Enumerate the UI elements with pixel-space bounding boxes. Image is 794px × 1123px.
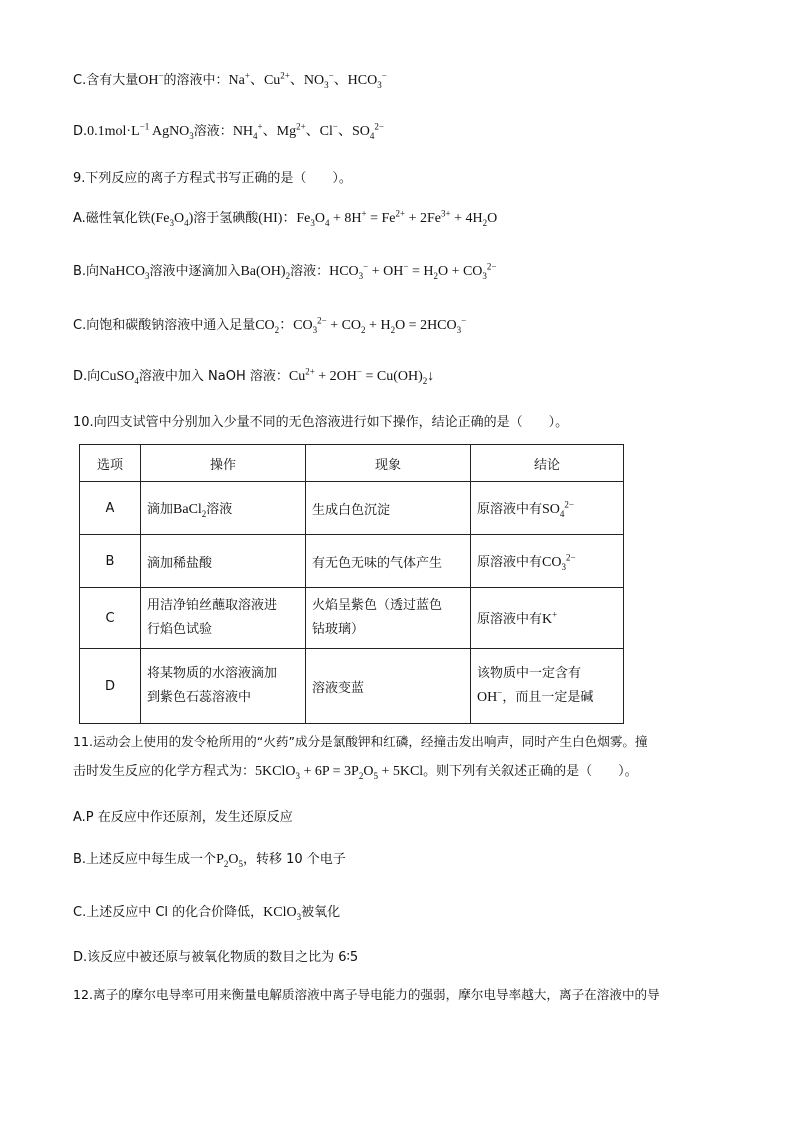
row-operation: 滴加稀盐酸 [141,535,306,588]
header-phenomenon: 现象 [306,445,471,482]
q9-option-d: D.向CuSO$_4$溶液中加入 NaOH 溶液：$Cu^{2+} + 2OH^-$ = $Cu(OH)_2↓$ [73,366,435,386]
row-option: B [80,535,141,588]
q9-option-c: C.向饱和碳酸钠溶液中通入足量$CO_2$：$CO_3^{2-} + CO_2 + H_2O = 2HCO_3^-$ [73,315,467,335]
row-operation: 滴加BaCl$_2$溶液 [141,482,306,535]
table-row [80,588,624,649]
row-conclusion: 原溶液中有K+ [471,588,624,649]
q11-option-a: A.P 在反应中作还原剂，发生还原反应 [73,810,293,825]
table-row [80,535,624,588]
q9-option-a: A.磁性氧化铁$(Fe_3O_4)$溶于氢碘酸(HI)：$Fe_3O_4 + 8H^+ = Fe^{2+} + 2Fe^{3+} + 4H_2O$ [73,208,498,228]
q9-stem: 9.下列反应的离子方程式书写正确的是（ ）。 [73,171,352,186]
q11-stem-line1: 11.运动会上使用的发令枪所用的“火药”成分是氯酸钾和红磷，经撞击发出响声，同时产生白色烟雾。撞 [73,734,648,749]
row-option: C [80,588,141,649]
q11-option-d: D.该反应中被还原与被氧化物质的数目之比为 6∶5 [73,950,359,965]
table-row [80,649,624,724]
row-operation: 用洁净铂丝蘸取溶液进 行焰色试验 [141,588,306,649]
row-conclusion: 原溶液中有$SO_4^{2-}$ [471,482,624,535]
header-operation: 操作 [141,445,306,482]
q11-stem-line2: 击时发生反应的化学方程式为：5KClO$_3$ + $6P = 3P_2O_5 + 5KCl$。则下列有关叙述正确的是（ ）。 [73,764,638,781]
q11-option-b: B.上述反应中每生成一个$P_2O_5$，转移 10 个电子 [73,852,346,869]
q9-option-b: B.向NaHCO$_3$溶液中逐滴加入$Ba(OH)_2$溶液：$HCO_3^- + OH^- = H_2O + CO_3^{2-}$ [73,261,497,281]
table-row [80,482,624,535]
header-option: 选项 [80,445,141,482]
row-phenomenon: 有无色无味的气体产生 [306,535,471,588]
row-conclusion: 该物质中一定含有 OH−，而且一定是碱 [471,649,624,724]
row-phenomenon: 生成白色沉淀 [306,482,471,535]
row-option: D [80,649,141,724]
q8-option-c: C.含有大量OH−的溶液中：Na+、$Cu^{2+}$、$NO_3^-$、$HCO_3^-$ [73,70,387,90]
row-option: A [80,482,141,535]
q10-table [79,444,624,724]
row-operation: 将某物质的水溶液滴加 到紫色石蕊溶液中 [141,649,306,724]
row-conclusion: 原溶液中有$CO_3^{2-}$ [471,535,624,588]
row-phenomenon: 火焰呈紫色（透过蓝色 钴玻璃） [306,588,471,649]
header-conclusion: 结论 [471,445,624,482]
q12-stem: 12.离子的摩尔电导率可用来衡量电解质溶液中离子导电能力的强弱，摩尔电导率越大，离子在溶液中的导 [73,987,660,1002]
table-header-row [80,445,624,482]
q10-stem: 10.向四支试管中分别加入少量不同的无色溶液进行如下操作，结论正确的是（ ）。 [73,415,569,430]
row-phenomenon: 溶液变蓝 [306,649,471,724]
q8-option-d: $D.0.1mol\cdot L^{-1}$ AgNO$_3$溶液：$NH_4^+$、$Mg^{2+}$、Cl−、$SO_4^{2-}$ [73,121,384,141]
q11-option-c: C.上述反应中 Cl 的化合价降低，KClO$_3$被氧化 [73,905,341,922]
